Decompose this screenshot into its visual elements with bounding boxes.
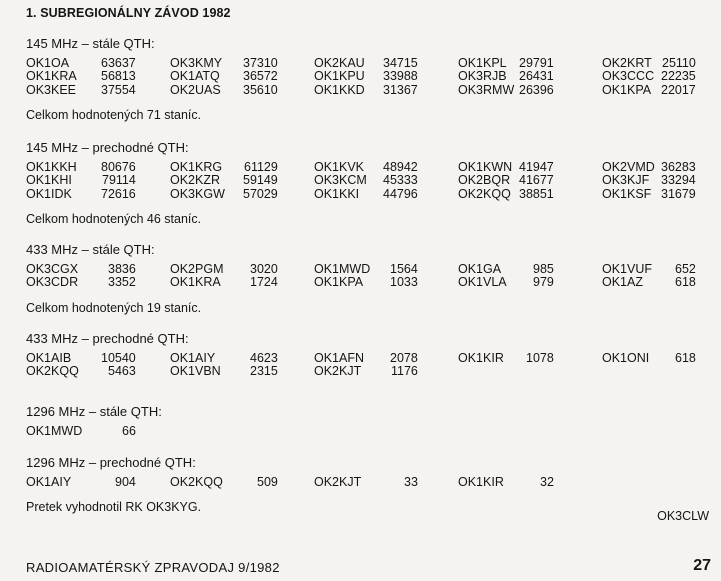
points: 41677 <box>519 173 554 188</box>
points: 3836 <box>108 262 136 276</box>
document-title: 1. SUBREGIONÁLNY ZÁVOD 1982 <box>26 6 231 20</box>
callsign: OK1AIB <box>26 351 72 365</box>
points: 985 <box>533 262 554 276</box>
points: 45333 <box>383 173 418 188</box>
points: 57029 <box>243 186 278 201</box>
callsign: OK2KZR <box>170 173 221 188</box>
callsign: OK1KPA <box>602 82 652 97</box>
points: 2315 <box>250 364 278 379</box>
callsign: OK1KWN <box>458 160 513 174</box>
points: 1724 <box>250 275 278 290</box>
results-row <box>26 262 716 275</box>
section-heading: 145 MHz – prechodné QTH: <box>26 140 189 155</box>
callsign: OK3RJB <box>458 69 507 84</box>
results-grid <box>26 424 716 437</box>
results-row <box>26 69 716 82</box>
callsign: OK1KSF <box>602 186 652 201</box>
points: 4623 <box>250 351 278 365</box>
footer-journal: RADIOAMATÉRSKÝ ZPRAVODAJ 9/1982 <box>26 560 280 575</box>
points: 72616 <box>101 186 136 201</box>
results-row <box>26 364 716 377</box>
results-row <box>26 275 716 288</box>
results-grid <box>26 475 716 488</box>
callsign: OK2KJT <box>314 475 362 489</box>
points: 22235 <box>661 69 696 84</box>
points: 25110 <box>662 56 696 70</box>
points: 29791 <box>519 56 554 70</box>
callsign: OK1ATQ <box>170 69 220 84</box>
section-heading: 433 MHz – stále QTH: <box>26 242 155 257</box>
callsign: OK1MWD <box>26 424 83 438</box>
results-row <box>26 173 716 186</box>
callsign: OK1IDK <box>26 186 72 201</box>
callsign: OK3CGX <box>26 262 79 276</box>
points: 37554 <box>101 82 136 97</box>
callsign: OK2KAU <box>314 56 365 70</box>
points: 1176 <box>391 364 418 379</box>
points: 41947 <box>519 160 554 174</box>
points: 1078 <box>526 351 554 365</box>
callsign: OK1KVK <box>314 160 365 174</box>
points: 80676 <box>101 160 136 174</box>
callsign: OK2VMD <box>602 160 655 174</box>
points: 34715 <box>383 56 418 70</box>
points: 36572 <box>243 69 278 84</box>
points: 35610 <box>243 82 278 97</box>
section-note: Celkom hodnotených 46 staníc. <box>26 211 202 226</box>
results-row <box>26 56 716 69</box>
callsign: OK1KIR <box>458 475 504 489</box>
callsign: OK3CDR <box>26 275 79 290</box>
callsign: OK1KKD <box>314 82 365 97</box>
points: 26396 <box>519 82 554 97</box>
callsign: OK2UAS <box>170 82 221 97</box>
callsign: OK2KRT <box>602 56 652 70</box>
points: 1564 <box>390 262 418 276</box>
points: 10540 <box>101 351 136 365</box>
points: 509 <box>257 475 278 489</box>
callsign: OK1KRG <box>170 160 223 174</box>
callsign: OK2KQQ <box>26 364 79 379</box>
points: 63637 <box>101 56 136 70</box>
callsign: OK1VBN <box>170 364 221 379</box>
callsign: OK1MWD <box>314 262 371 276</box>
points: 59149 <box>243 173 278 188</box>
callsign: OK1VLA <box>458 275 507 290</box>
points: 5463 <box>108 364 136 379</box>
points: 26431 <box>519 69 554 84</box>
points: 3020 <box>250 262 278 276</box>
points: 652 <box>675 262 696 276</box>
points: 33294 <box>661 173 696 188</box>
points: 22017 <box>661 82 696 97</box>
callsign: OK3KEE <box>26 82 77 97</box>
callsign: OK2BQR <box>458 173 511 188</box>
callsign: OK1KIR <box>458 351 504 365</box>
results-row <box>26 160 716 173</box>
section-heading: 1296 MHz – stále QTH: <box>26 404 162 419</box>
callsign: OK2KQQ <box>458 186 511 201</box>
callsign: OK1AIY <box>26 475 72 489</box>
callsign: OK3KJF <box>602 173 650 188</box>
results-grid <box>26 351 716 378</box>
points: 36283 <box>661 160 696 174</box>
points: 1033 <box>390 275 418 290</box>
points: 618 <box>675 275 696 290</box>
points: 56813 <box>101 69 136 84</box>
page-number: 27 <box>693 557 711 574</box>
callsign: OK1KHI <box>26 173 72 188</box>
callsign: OK1GA <box>458 262 502 276</box>
points: 31367 <box>383 82 418 97</box>
section-heading: 1296 MHz – prechodné QTH: <box>26 455 196 470</box>
section-note: Celkom hodnotených 19 staníc. <box>26 300 202 315</box>
points: 979 <box>533 275 554 290</box>
points: 618 <box>675 351 696 365</box>
callsign: OK1AFN <box>314 351 365 365</box>
results-row <box>26 351 716 364</box>
points: 3352 <box>108 275 136 290</box>
points: 48942 <box>383 160 418 174</box>
callsign: OK1KRA <box>26 69 77 84</box>
results-row <box>26 475 716 488</box>
points: 66 <box>122 424 136 438</box>
callsign: OK3CCC <box>602 69 655 84</box>
callsign: OK1AZ <box>602 275 643 290</box>
callsign: OK1OA <box>26 56 70 70</box>
points: 44796 <box>383 186 418 201</box>
signoff: OK3CLW <box>657 509 709 523</box>
callsign: OK3RMW <box>458 82 515 97</box>
callsign: OK2KQQ <box>170 475 223 489</box>
callsign: OK1KPL <box>458 56 507 70</box>
callsign: OK1AIY <box>170 351 216 365</box>
results-grid <box>26 160 716 200</box>
points: 38851 <box>519 186 554 201</box>
results-row <box>26 424 716 437</box>
callsign: OK1KPA <box>314 275 364 290</box>
callsign: OK3KGW <box>170 186 225 201</box>
points: 32 <box>540 475 554 489</box>
callsign: OK1KKH <box>26 160 77 174</box>
section-note: Celkom hodnotených 71 staníc. <box>26 107 202 122</box>
callsign: OK1KKI <box>314 186 360 201</box>
results-grid <box>26 56 716 96</box>
section-heading: 433 MHz – prechodné QTH: <box>26 331 189 346</box>
results-grid <box>26 262 716 289</box>
points: 33988 <box>383 69 418 84</box>
points: 33 <box>404 475 418 489</box>
callsign: OK3KMY <box>170 56 223 70</box>
points: 61129 <box>244 160 278 174</box>
points: 79114 <box>102 173 136 188</box>
section-heading: 145 MHz – stále QTH: <box>26 36 155 51</box>
points: 904 <box>115 475 136 489</box>
callsign: OK2PGM <box>170 262 224 276</box>
callsign: OK1VUF <box>602 262 653 276</box>
points: 2078 <box>390 351 418 365</box>
callsign: OK2KJT <box>314 364 362 379</box>
callsign: OK1ONI <box>602 351 650 365</box>
results-row <box>26 187 716 200</box>
points: 37310 <box>243 56 278 70</box>
results-row <box>26 83 716 96</box>
callsign: OK1KRA <box>170 275 221 290</box>
points: 31679 <box>661 186 696 201</box>
section-note: Pretek vyhodnotil RK OK3KYG. <box>26 500 202 515</box>
callsign: OK1KPU <box>314 69 365 84</box>
callsign: OK3KCM <box>314 173 367 188</box>
